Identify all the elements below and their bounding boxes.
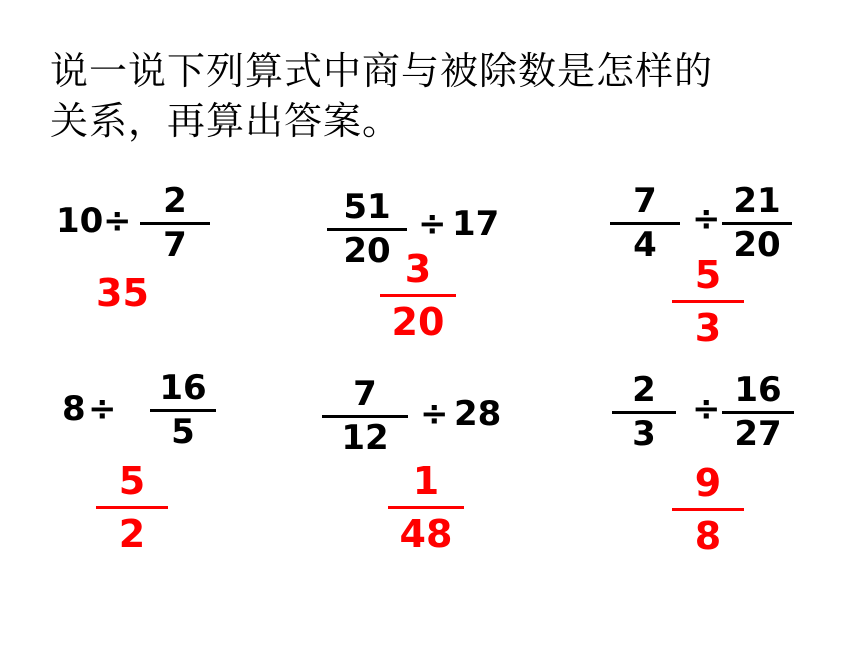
denominator: 3	[694, 306, 722, 350]
numerator: 3	[404, 247, 432, 291]
numerator: 5	[694, 253, 722, 297]
numerator: 5	[118, 459, 146, 503]
denominator: 2	[118, 512, 146, 556]
divide-sign: ÷	[420, 394, 449, 434]
answer-fraction	[96, 459, 168, 556]
dividend-whole: 8	[62, 389, 86, 429]
numerator: 7	[633, 181, 657, 221]
divisor-whole: 28	[454, 394, 502, 434]
divisor-whole: 17	[452, 204, 500, 244]
numerator: 9	[694, 461, 722, 505]
fraction-bar	[672, 300, 744, 303]
dividend-whole: 10	[56, 201, 104, 241]
dividend-fraction	[612, 370, 676, 454]
answer-whole: 35	[96, 271, 149, 315]
divide-sign: ÷	[103, 201, 132, 241]
instruction-line-2: 关系，再算出答案。	[50, 99, 402, 143]
answer-fraction	[380, 247, 456, 344]
fraction-bar	[672, 508, 744, 511]
denominator: 27	[734, 414, 782, 454]
fraction-bar	[96, 506, 168, 509]
instruction-line-1: 说一说下列算式中商与被除数是怎样的	[50, 49, 714, 93]
denominator: 5	[171, 412, 195, 452]
fraction-bar	[380, 294, 456, 297]
denominator: 20	[343, 231, 391, 271]
denominator: 48	[399, 512, 453, 556]
divisor-fraction	[722, 370, 794, 454]
numerator: 2	[163, 181, 187, 221]
denominator: 8	[694, 514, 722, 558]
numerator: 16	[734, 370, 782, 410]
dividend-fraction	[322, 374, 408, 458]
denominator: 20	[391, 300, 445, 344]
denominator: 3	[632, 414, 656, 454]
answer-fraction	[672, 253, 744, 350]
answer-fraction	[672, 461, 744, 558]
numerator: 7	[353, 374, 377, 414]
dividend-fraction	[610, 181, 680, 265]
numerator: 21	[733, 181, 781, 221]
numerator: 51	[343, 187, 391, 227]
divisor-fraction	[722, 181, 792, 265]
fraction-bar	[388, 506, 464, 509]
denominator: 4	[633, 225, 657, 265]
instruction-title	[50, 46, 830, 146]
numerator: 16	[159, 368, 207, 408]
divisor-fraction	[140, 181, 210, 265]
numerator: 2	[632, 370, 656, 410]
divide-sign: ÷	[692, 389, 721, 429]
answer-fraction	[388, 459, 464, 556]
divide-sign: ÷	[418, 204, 447, 244]
divide-sign: ÷	[692, 199, 721, 239]
divide-sign: ÷	[88, 389, 117, 429]
divisor-fraction	[150, 368, 216, 452]
denominator: 20	[733, 225, 781, 265]
numerator: 1	[412, 459, 440, 503]
denominator: 7	[163, 225, 187, 265]
denominator: 12	[341, 418, 389, 458]
